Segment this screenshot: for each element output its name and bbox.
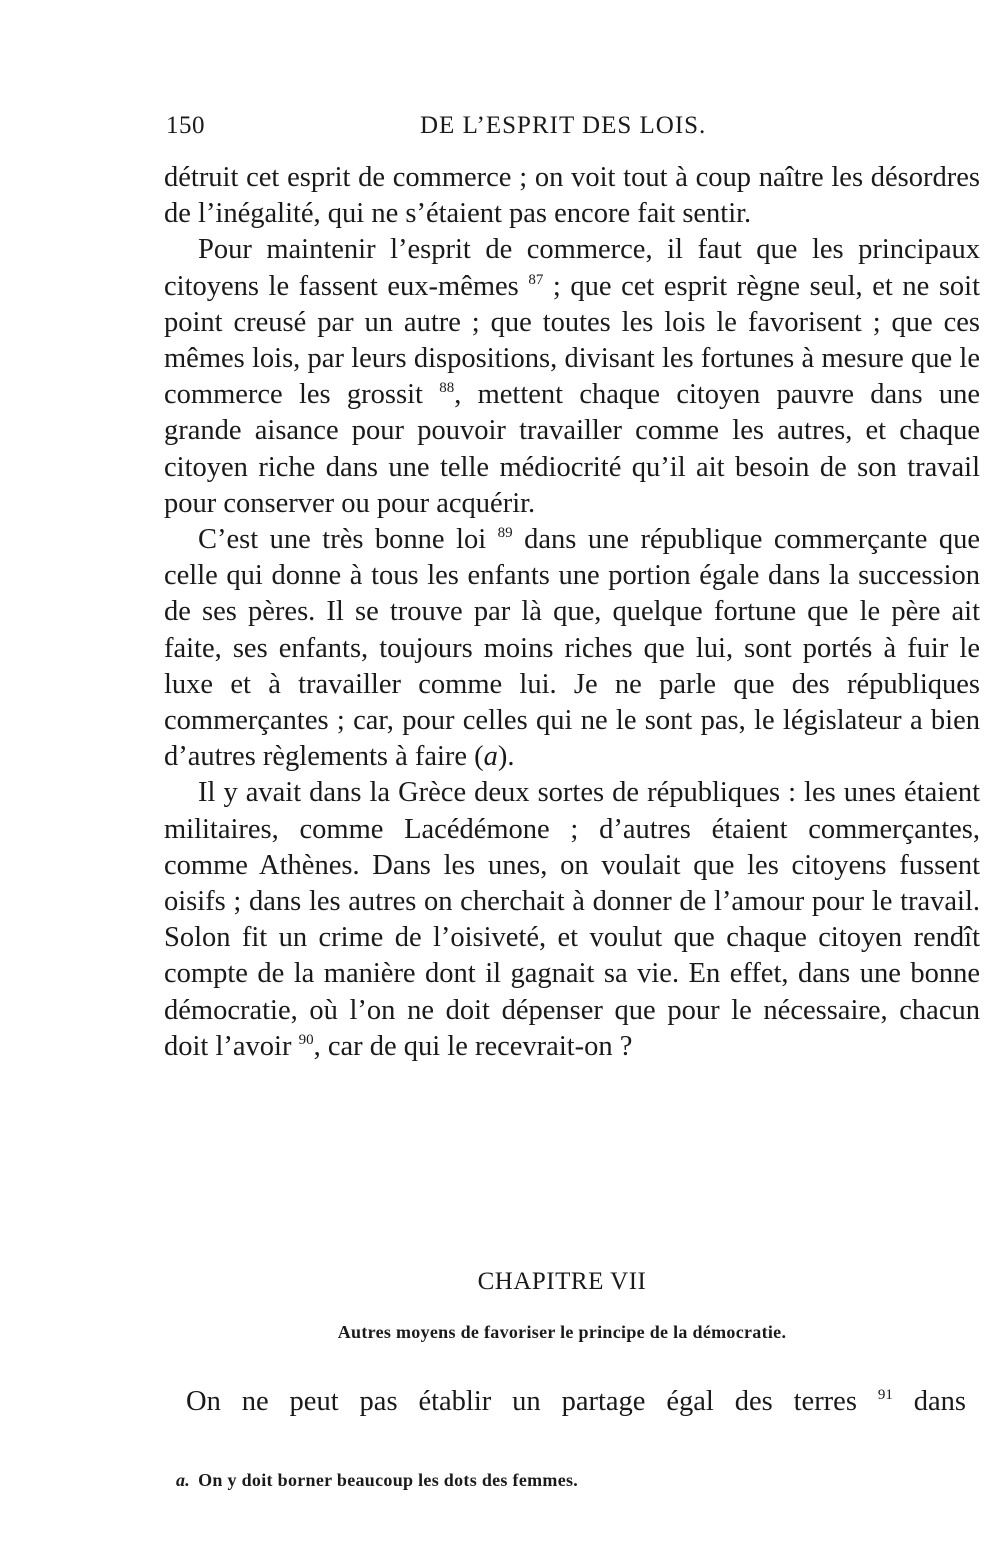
paragraph-2-text-a: Pour maintenir l’esprit de commerce, il faut que les principaux citoyens le fassent eux-mêmes (164, 234, 980, 302)
paragraph-1 (164, 160, 980, 232)
running-title: DE L’ESPRIT DES LOIS. (420, 112, 707, 139)
chapter-subtitle: Autres moyens de favoriser le principe de la démocratie. (337, 1322, 787, 1342)
footnote-marker: a. (176, 1470, 191, 1490)
footnote-text: On y doit borner beaucoup les dots des femmes. (198, 1470, 579, 1490)
main-text (164, 160, 980, 1065)
chapter-opening-line (186, 1384, 966, 1420)
paragraph-4 (164, 775, 980, 1065)
paragraph-2-text-c: , mettent chaque citoyen pauvre dans une grande aisance pour pouvoir travailler comme les autres, et chaque citoyen riche dans une telle médiocrité qu’il ait besoin de son travail pour conserver ou pour acquérir. (164, 379, 980, 519)
note-ref-87: 87 (528, 271, 544, 288)
note-ref-89: 89 (497, 525, 513, 542)
running-head (166, 112, 976, 148)
paragraph-2 (164, 232, 980, 522)
note-ref-88: 88 (439, 380, 455, 397)
footnote-ref-a: a (483, 741, 498, 773)
paragraph-1-text: détruit cet esprit de commerce ; on voit tout à coup naître les désordres de l’inégalité, qui ne s’étaient pas encore fait sentir. (164, 162, 980, 230)
page-number: 150 (166, 112, 205, 139)
paragraph-2-text-b: ; que cet esprit règne seul, et ne soit point creusé par un autre ; que toutes les lois le favorisent ; que ces mêmes lois, par leurs dispositions, divisant les fortunes à mesure que le commerce les grossit (164, 270, 980, 411)
note-ref-90: 90 (298, 1031, 314, 1048)
note-ref-91: 91 (877, 1387, 893, 1403)
paragraph-3-text-a: C’est une très bonne loi (198, 524, 498, 556)
paragraph-3-text-b: dans une république commerçante que celle qui donne à tous les enfants une portion égale dans la succession de ses pères. Il se trouve par là que, quelque fortune que le père ait faite, ses enfants, toujours moins riches que lui, sont portés à fuir le luxe et à travailler comme lui. Je ne parle que des républiques commerçantes ; car, pour celles qui ne le sont pas, le législateur a bien d’autres règlements à faire ( (164, 524, 980, 773)
paragraph-3 (164, 522, 980, 775)
paragraph-4-text-a: Il y avait dans la Grèce deux sortes de républiques : les unes étaient militaires, comme Lacédémone ; d’autres étaient commerçantes, comme Athènes. Dans les unes, on voulait que les citoyens fussent oisifs ; dans les autres on cherchait à donner de l’amour pour le travail. Solon fit un crime de l’oisiveté, et voulut que chaque citoyen rendît compte de la manière dont il gagnait sa vie. En effet, dans une bonne démocratie, où l’on ne doit dépenser que pour le nécessaire, chacun doit l’avoir (164, 777, 980, 1062)
chapter-title: CHAPITRE VII (477, 1268, 647, 1295)
footnote-a (176, 1470, 956, 1491)
paragraph-4-text-b: , car de qui le recevrait-on ? (313, 1030, 633, 1062)
chapter-opening-text-a: On ne peut pas établir un partage égal des terres (186, 1386, 878, 1417)
paragraph-3-text-c: ). (497, 741, 515, 773)
chapter-opening-text-b: dans (892, 1386, 966, 1417)
